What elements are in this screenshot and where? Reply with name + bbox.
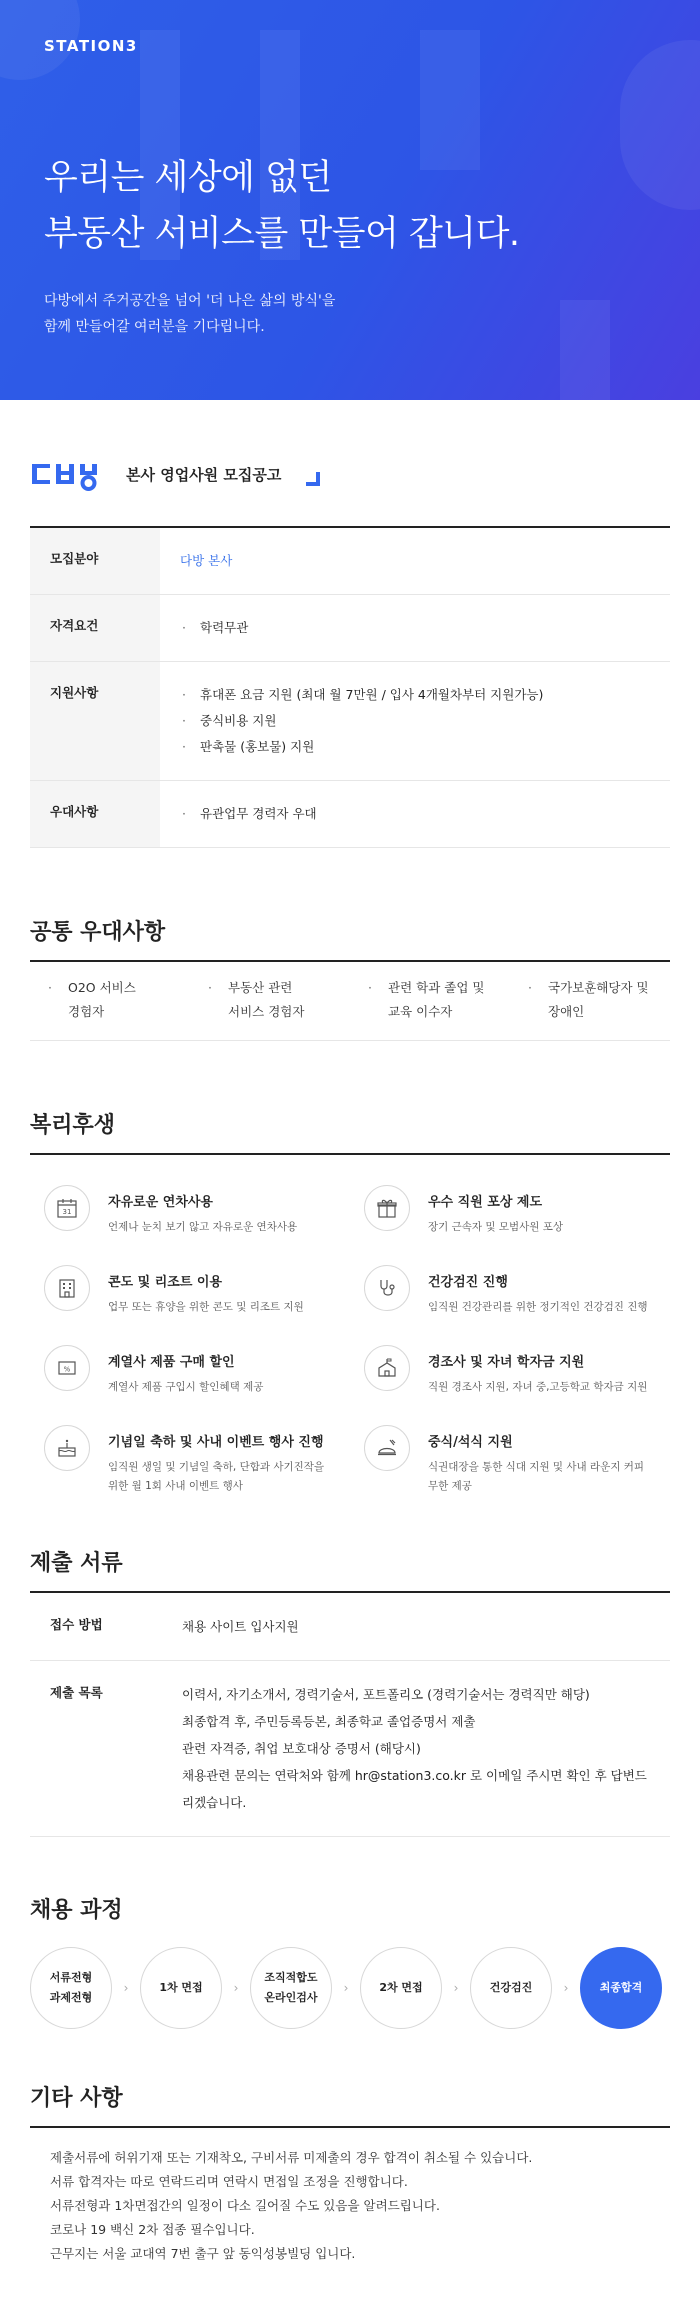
table-row: [30, 1593, 670, 1661]
cake-icon: [44, 1425, 90, 1471]
item-line: 교육 이수자: [388, 1004, 453, 1019]
dabang-logo-icon: [30, 460, 110, 492]
step-line: 과제전형: [49, 1991, 93, 2004]
hero-subtitle-line: 함께 만들어갈 여러분을 기다립니다.: [44, 319, 265, 335]
meal-icon: [364, 1425, 410, 1471]
misc-notes: [30, 2128, 670, 2266]
list-item: · 유관업무 경력자 우대: [180, 801, 670, 827]
list-item: · 학력무관: [180, 615, 670, 641]
row-key: 우대사항: [30, 781, 160, 848]
note-line: 코로나 19 백신 2차 접종 필수입니다.: [50, 2222, 255, 2237]
job-info-table: [30, 526, 670, 848]
step-line: 최종합격: [599, 1981, 643, 1994]
note-line: 제출서류에 허위기재 또는 기재착오, 구비서류 미제출의 경우 합격이 취소될 수 있습니다.: [50, 2150, 533, 2165]
welfare-title: 경조사 및 자녀 학자금 지원: [428, 1355, 585, 1370]
common-pref-list: [30, 962, 670, 1041]
welfare-desc: 장기 근속자 및 모범사원 포상: [428, 1221, 564, 1233]
hero-decoration: [420, 30, 480, 170]
doc-line: 최종합격 후, 주민등록등본, 최종학교 졸업증명서 제출: [182, 1714, 476, 1729]
bullet-list: [180, 801, 670, 827]
welfare-desc-line: 무한 제공: [428, 1480, 472, 1492]
welfare-item: [350, 1425, 670, 1505]
discount-icon: [44, 1345, 90, 1391]
welfare-title: 계열사 제품 구매 할인: [108, 1355, 235, 1370]
chevron-right-icon: ›: [233, 1981, 239, 1995]
row-key: 제출 목록: [30, 1661, 162, 1837]
docs-table: [30, 1593, 670, 1837]
note-line: 근무지는 서울 교대역 7번 출구 앞 동익성봉빌딩 입니다.: [50, 2246, 356, 2261]
process-step: [30, 1947, 112, 2029]
doc-line: 채용관련 문의는 연락처와 함께 hr@station3.co.kr 로 이메일 주시면 확인 후 답변드: [182, 1768, 647, 1783]
step-line: 2차 면접: [379, 1981, 423, 1994]
row-value: 다방 본사: [160, 527, 670, 595]
welfare-desc-line: 식권대장을 통한 식대 지원 및 사내 라운지 커피: [428, 1461, 645, 1473]
job-title: 본사 영업사원 모집공고: [126, 466, 282, 484]
welfare-title: 자유로운 연차사용: [108, 1195, 213, 1210]
gift-icon: [364, 1185, 410, 1231]
station3-logo: STATION3: [44, 37, 138, 55]
hero-title-line: 부동산 서비스를 만들어 갑니다.: [44, 214, 520, 254]
table-row: [30, 781, 670, 848]
list-item: [350, 976, 510, 1024]
welfare-desc: 임직원 건강관리를 위한 정기적인 건강검진 진행: [428, 1301, 648, 1313]
doc-line: 이력서, 자기소개서, 경력기술서, 포트폴리오 (경력기술서는 경력직만 해당): [182, 1687, 590, 1702]
hero-decoration: [620, 40, 700, 210]
hero-decoration: [560, 300, 610, 400]
item-line: 장애인: [548, 1004, 585, 1019]
welfare-item: [30, 1185, 350, 1265]
section-title: 기타 사항: [30, 2070, 670, 2128]
list-item: [190, 976, 350, 1024]
welfare-desc: [428, 1458, 644, 1496]
table-row: [30, 527, 670, 595]
step-line: 건강검진: [489, 1981, 533, 1994]
job-header: [30, 400, 670, 526]
item-line: · O2O 서비스: [68, 980, 136, 995]
welfare-desc: 업무 또는 휴양을 위한 콘도 및 리조트 지원: [108, 1301, 304, 1313]
row-key: 모집분야: [30, 527, 160, 595]
welfare-item: [30, 1345, 350, 1425]
welfare-item: [350, 1265, 670, 1345]
note-line: 서류전형과 1차면접간의 일정이 다소 길어질 수도 있음을 알려드립니다.: [50, 2198, 440, 2213]
doc-line: 관련 자격증, 취업 보호대상 증명서 (해당시): [182, 1741, 421, 1756]
list-item: · 판촉물 (홍보물) 지원: [180, 734, 670, 760]
building-icon: [44, 1265, 90, 1311]
section-title: 채용 과정: [30, 1898, 123, 1923]
bullet-list: [180, 615, 670, 641]
row-key: 지원사항: [30, 662, 160, 781]
row-key: 접수 방법: [30, 1593, 162, 1661]
welfare-item: [350, 1345, 670, 1425]
welfare-title: 중식/석식 지원: [428, 1435, 513, 1450]
school-icon: [364, 1345, 410, 1391]
chevron-right-icon: ›: [343, 1981, 349, 1995]
welfare-desc: [108, 1458, 324, 1496]
corner-mark-icon: [306, 472, 320, 486]
process-step: [140, 1947, 222, 2029]
welfare-item: [30, 1425, 350, 1505]
svg-text:31: 31: [62, 1208, 72, 1216]
hiring-process: [30, 1946, 670, 2030]
process-step: [360, 1947, 442, 2029]
welfare-title: 우수 직원 포상 제도: [428, 1195, 543, 1210]
list-item: [510, 976, 670, 1024]
table-row: [30, 595, 670, 662]
chevron-right-icon: ›: [453, 1981, 459, 1995]
bullet-list: [180, 682, 670, 760]
welfare-desc: 언제나 눈치 보기 않고 자유로운 연차사용: [108, 1221, 298, 1233]
process-step: [470, 1947, 552, 2029]
item-line: · 부동산 관련: [228, 980, 293, 995]
table-row: [30, 1661, 670, 1837]
welfare-grid: [30, 1155, 670, 1505]
welfare-title: 기념일 축하 및 사내 이벤트 행사 진행: [108, 1435, 324, 1450]
step-line: 1차 면접: [159, 1981, 203, 1994]
step-line: 조직적합도: [264, 1971, 318, 1984]
hero-title: [44, 150, 520, 262]
doc-line: 리겠습니다.: [182, 1795, 247, 1810]
step-line: 온라인검사: [264, 1991, 318, 2004]
hero-subtitle-line: 다방에서 주거공간을 넘어 '더 나은 삶의 방식'을: [44, 293, 336, 309]
section-title: 복리후생: [30, 1097, 670, 1155]
calendar-icon: [44, 1185, 90, 1231]
chevron-right-icon: ›: [563, 1981, 569, 1995]
item-line: · 국가보훈해당자 및: [548, 980, 649, 995]
hero-subtitle: [44, 288, 335, 340]
svg-text:%: %: [63, 1365, 71, 1374]
row-key: 자격요건: [30, 595, 160, 662]
step-line: 서류전형: [49, 1971, 93, 1984]
welfare-item: [30, 1265, 350, 1345]
process-step-final: [580, 1947, 662, 2029]
item-line: 서비스 경험자: [228, 1004, 305, 1019]
list-item: · 휴대폰 요금 지원 (최대 월 7만원 / 입사 4개월차부터 지원가능): [180, 682, 670, 708]
welfare-item: [350, 1185, 670, 1265]
section-title: 공통 우대사항: [30, 904, 670, 962]
process-step: [250, 1947, 332, 2029]
welfare-title: 콘도 및 리조트 이용: [108, 1275, 223, 1290]
item-line: 경험자: [68, 1004, 105, 1019]
item-line: · 관련 학과 졸업 및: [388, 980, 485, 995]
list-item: [30, 976, 190, 1024]
hero-banner: [0, 0, 700, 400]
chevron-right-icon: ›: [123, 1981, 129, 1995]
row-value: [162, 1661, 670, 1837]
welfare-desc: 직원 경조사 지원, 자녀 중,고등학교 학자금 지원: [428, 1381, 648, 1393]
section-title: 제출 서류: [30, 1535, 670, 1593]
hero-title-line: 우리는 세상에 없던: [44, 158, 332, 198]
row-value: 채용 사이트 입사지원: [162, 1593, 670, 1661]
welfare-desc-line: 임직원 생일 및 기념일 축하, 단합과 사기진작을: [108, 1461, 325, 1473]
list-item: · 중식비용 지원: [180, 708, 670, 734]
table-row: [30, 662, 670, 781]
stethoscope-icon: [364, 1265, 410, 1311]
welfare-desc-line: 위한 월 1회 사내 이벤트 행사: [108, 1480, 243, 1492]
welfare-desc: 계열사 제품 구입시 할인혜택 제공: [108, 1381, 264, 1393]
note-line: 서류 합격자는 따로 연락드리며 연락시 면접일 조정을 진행합니다.: [50, 2174, 408, 2189]
welfare-title: 건강검진 진행: [428, 1275, 508, 1290]
